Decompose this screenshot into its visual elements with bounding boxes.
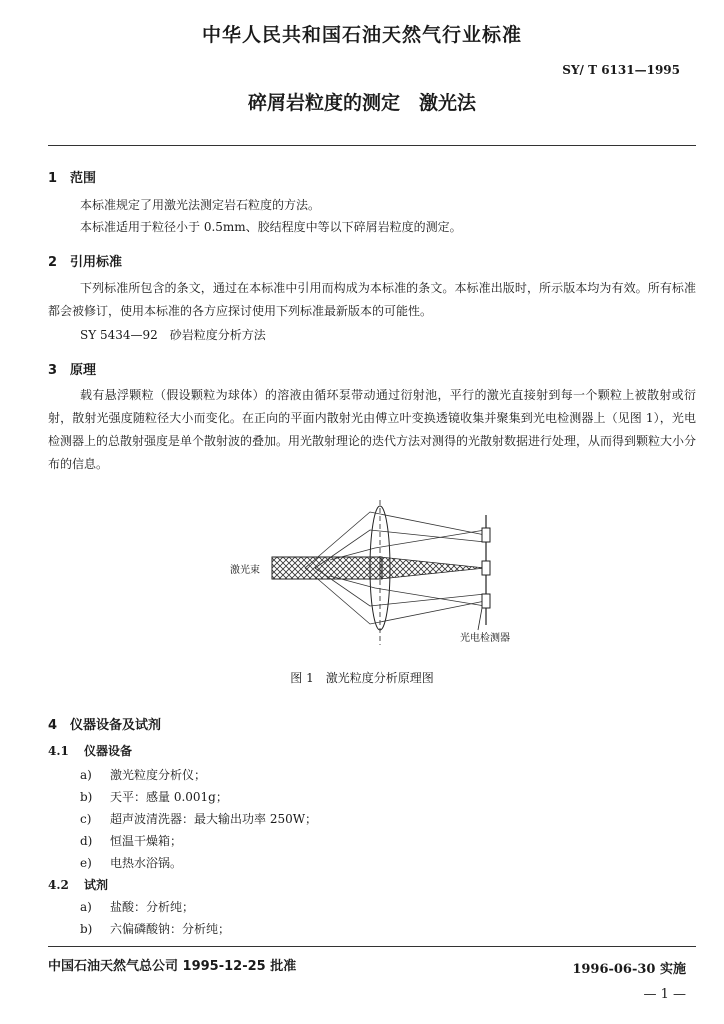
laser-diffraction-diagram (220, 500, 520, 650)
section-title: 引用标准 (70, 255, 123, 270)
list-text: 恒温干燥箱； (110, 834, 183, 848)
referenced-standard: SY 5434—92 砂岩粒度分析方法 (80, 328, 266, 342)
standard-category-title: 中华人民共和国石油天然气行业标准 (201, 24, 522, 46)
list-label: a) (80, 900, 92, 914)
header-divider (48, 145, 696, 146)
list-label: b) (80, 922, 93, 936)
list-item (80, 898, 194, 915)
list-label: a) (80, 768, 92, 782)
implementation-date: 1996-06-30 实施 (572, 962, 686, 977)
subsection-title: 试剂 (84, 878, 109, 892)
list-item (80, 920, 230, 937)
list-item (80, 832, 182, 849)
list-text: 天平：感量 0.001g； (110, 790, 228, 804)
document-title: 碎屑岩粒度的测定 激光法 (247, 92, 476, 114)
subsection-title: 仪器设备 (84, 744, 133, 758)
section-1-heading (48, 167, 96, 186)
list-label: e) (80, 856, 92, 870)
footer-divider (48, 946, 696, 947)
list-label: b) (80, 790, 93, 804)
focused-beam (380, 557, 485, 579)
section-title: 原理 (70, 363, 97, 378)
section-2-heading (48, 251, 122, 270)
subsection-number: 4.1 (48, 744, 69, 758)
list-text: 盐酸：分析纯； (110, 900, 195, 914)
list-label: d) (80, 834, 93, 848)
standard-code: SY/ T 6131—1995 (562, 63, 680, 77)
section-number: 2 (48, 255, 58, 270)
subsection-number: 4.2 (48, 878, 69, 892)
list-label: c) (80, 812, 92, 826)
list-text: 六偏磷酸钠：分析纯； (110, 922, 231, 936)
approval-line: 中国石油天然气总公司 1995-12-25 批准 (48, 959, 297, 974)
section-1-paragraph-1: 本标准规定了用激光法测定岩石粒度的方法。 (80, 198, 321, 212)
section-2-paragraph: 下列标准所包含的条文，通过在本标准中引用而构成为本标准的条文。本标准出版时，所示版本均为有效。所有标准都会被修订，使用本标准的各方应探讨使用下列标准最新版本的可能性。 (48, 281, 696, 318)
subsection-4-1-heading (48, 742, 132, 759)
section-3-heading (48, 359, 96, 378)
detector-elements (482, 528, 490, 608)
figure-label-detector: 光电检测器 (460, 633, 510, 644)
subsection-4-2-heading (48, 876, 108, 893)
list-text: 激光粒度分析仪； (110, 768, 207, 782)
section-1-paragraph-2: 本标准适用于粒径小于 0.5mm、胶结程度中等以下碎屑岩粒度的测定。 (80, 220, 462, 234)
list-item (80, 810, 317, 827)
figure-label-laser-beam: 激光束 (230, 565, 260, 576)
section-4-heading (48, 714, 161, 733)
list-item (80, 788, 228, 805)
section-number: 3 (48, 363, 58, 378)
detector-leader-line (478, 608, 482, 630)
laser-beam (272, 557, 382, 579)
section-number: 1 (48, 171, 58, 186)
section-title: 范围 (70, 171, 97, 186)
section-number: 4 (48, 718, 58, 733)
figure-caption: 图 1 激光粒度分析原理图 (290, 671, 434, 685)
list-text: 超声波清洗器：最大输出功率 250W； (110, 812, 318, 826)
page-number: — 1 — (643, 987, 686, 1002)
list-text: 电热水浴锅。 (110, 856, 183, 870)
section-3-paragraph: 载有悬浮颗粒（假设颗粒为球体）的溶液由循环泵带动通过衍射池，平行的激光直接射到每一个颗粒上被散射或衍射，散射光强度随粒径大小而变化。在正向的平面内散射光由傅立叶变换透镜收集并聚集到光电检测器上（见图 1），光电检测器上的总散射强度是单个散射波的叠加。用光散射理论的迭代方法对测得的光散射数据进行处理，从而得到颗粒大小分布的信息。 (48, 388, 697, 471)
section-title: 仪器设备及试剂 (70, 718, 162, 733)
list-item (80, 766, 206, 783)
list-item (80, 854, 182, 871)
